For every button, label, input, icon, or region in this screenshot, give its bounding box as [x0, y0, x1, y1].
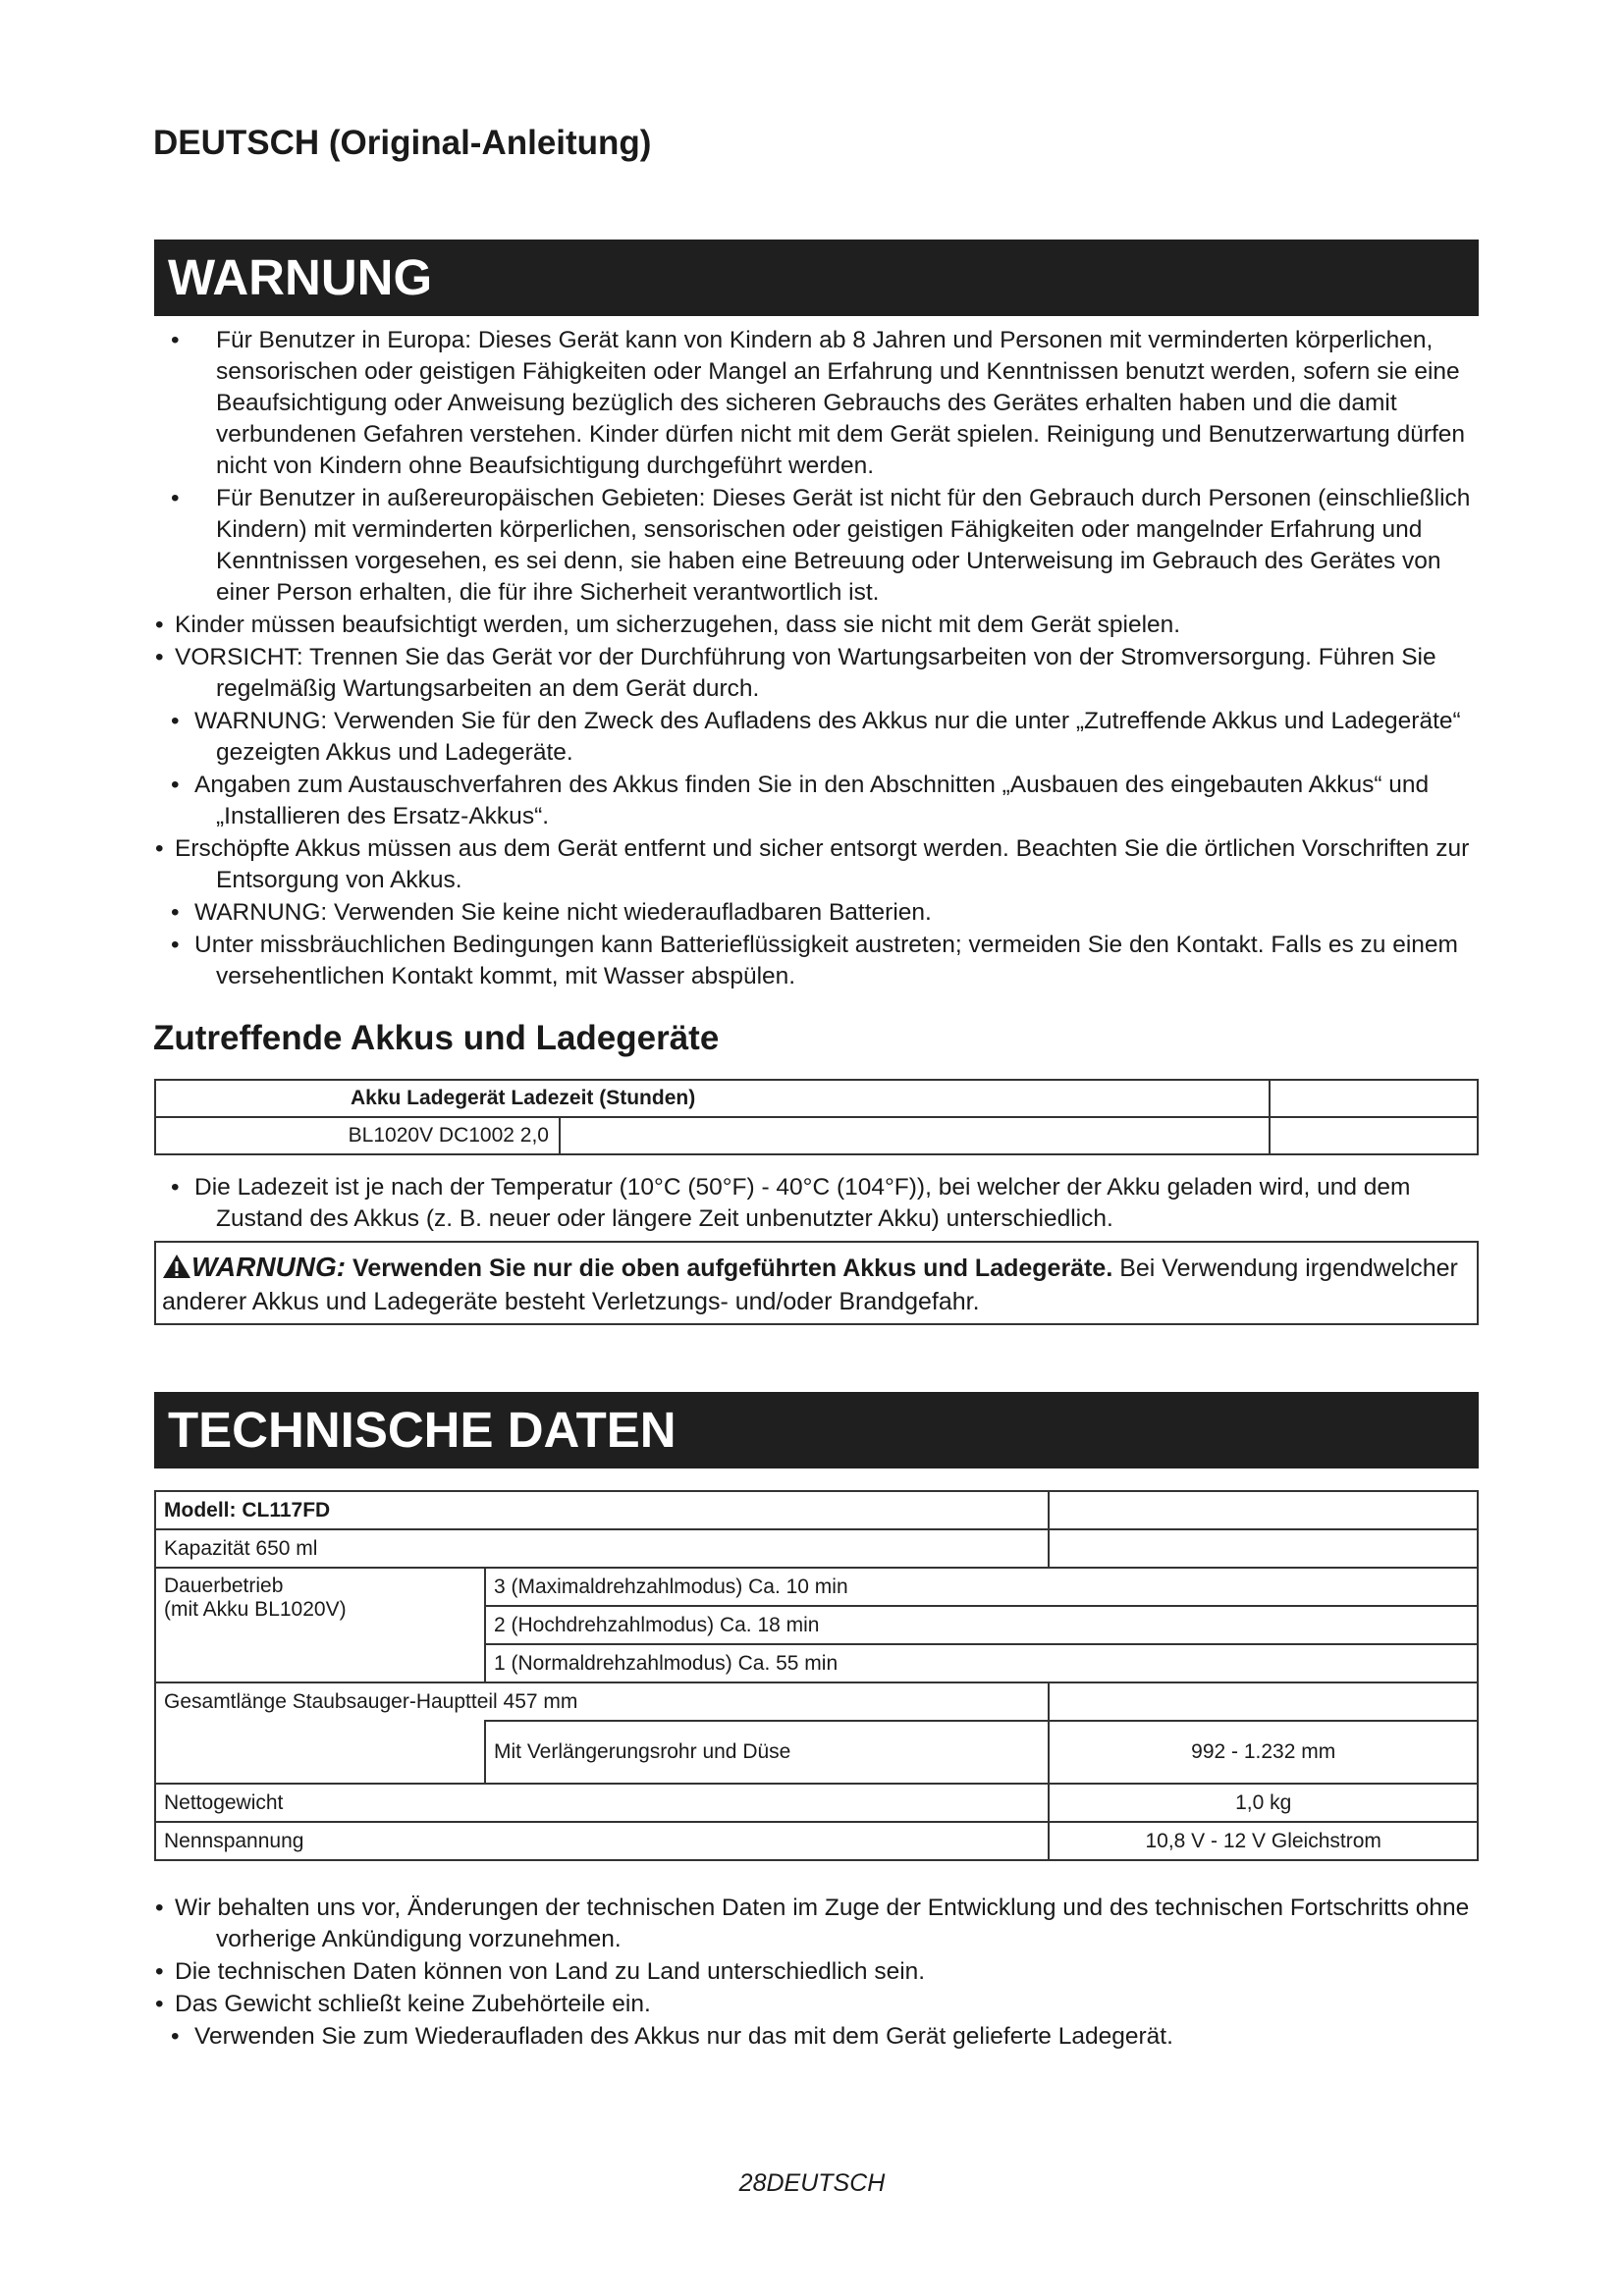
spec-tube-label-cell: Mit Verlängerungsrohr und Düse: [485, 1721, 1049, 1784]
table-cell: [155, 1117, 1270, 1154]
technische-daten-banner: TECHNISCHE DATEN: [154, 1392, 1479, 1468]
table-row: [155, 1117, 1478, 1154]
spec-weight-value-cell: 1,0 kg: [1049, 1784, 1478, 1822]
table-row: [155, 1529, 1478, 1568]
spec-voltage-value-cell: 10,8 V - 12 V Gleichstrom: [1049, 1822, 1478, 1860]
warning-box: [154, 1241, 1479, 1325]
table-cell: [1270, 1117, 1478, 1154]
akkus-heading: Zutreffende Akkus und Ladegeräte: [153, 1019, 720, 1057]
list-item: • VORSICHT: Trennen Sie das Gerät vor der Durchführung von Wartungsarbeiten von der Stromversorgung. Führen Sie regelmäßig Wartungsarbeiten an dem Gerät durch.: [155, 644, 1436, 702]
table-row: [155, 1568, 1478, 1606]
list-item: • Das Gewicht schließt keine Zubehörteile ein.: [155, 1991, 651, 2017]
list-item: • Für Benutzer in Europa: Dieses Gerät kann von Kindern ab 8 Jahren und Personen mit verminderten körperlichen, sensorischen oder geistigen Fähigkeiten oder Mangel an Erfahrung und Kenntnissen benutzt werden, sofern sie eine Beaufsichtigung oder Anweisung bezüglich des sicheren Gebrauchs des Gerätes erhalten haben und die damit verbundenen Gefahren verstehen. Kinder dürfen nicht mit dem Gerät spielen. Reinigung und Benutzerwartung dürfen nicht von Kindern ohne Beaufsichtigung durchgeführt werden.: [171, 327, 1466, 479]
table-cell: [1049, 1529, 1478, 1568]
spec-tube-value-cell: 992 - 1.232 mm: [1049, 1721, 1478, 1784]
spec-weight-label-cell: Nettogewicht: [155, 1784, 1049, 1822]
page-footer: 28DEUTSCH: [738, 2169, 886, 2197]
warning-bold-text: Verwenden Sie nur die oben aufgeführten Akkus und Ladegeräte.: [352, 1255, 1113, 1282]
table-cell: BL1020V DC1002 2,0: [156, 1118, 561, 1153]
list-item: • Unter missbräuchlichen Bedingungen kann Batterieflüssigkeit austreten; vermeiden Sie den Kontakt. Falls es zu einem versehentlichen Kontakt kommt, mit Wasser abspülen.: [171, 932, 1458, 989]
spec-voltage-label-cell: Nennspannung: [155, 1822, 1049, 1860]
list-item: • Wir behalten uns vor, Änderungen der technischen Daten im Zuge der Entwicklung und des technischen Fortschritts ohne vorherige Ankündigung vorzunehmen.: [155, 1895, 1470, 1952]
table-cell: [1049, 1682, 1478, 1721]
list-item: • WARNUNG: Verwenden Sie für den Zweck des Aufladens des Akkus nur die unter „Zutreffende Akkus und Ladegeräte“ gezeigten Akkus und Ladegeräte.: [171, 708, 1461, 766]
table-header-cell: Akku Ladegerät Ladezeit (Stunden): [155, 1080, 1270, 1117]
spec-length-cell: Gesamtlänge Staubsauger-Hauptteil 457 mm: [155, 1682, 1049, 1721]
spec-model-cell: Modell: CL117FD: [155, 1491, 1049, 1529]
list-item: • WARNUNG: Verwenden Sie keine nicht wiederaufladbaren Batterien.: [171, 899, 932, 926]
warning-triangle-icon: [162, 1254, 191, 1279]
spec-notes-list: [153, 1893, 1479, 2053]
list-item: • Die Ladezeit ist je nach der Temperatur (10°C (50°F) - 40°C (104°F)), bei welcher der Akku geladen wird, und dem Zustand des Akkus (z. B. neuer oder längere Zeit unbenutzter Akku) unterschiedlich.: [171, 1174, 1411, 1232]
spec-runtime-label-cell: Dauerbetrieb (mit Akku BL1020V): [155, 1568, 485, 1682]
list-item: • Die technischen Daten können von Land zu Land unterschiedlich sein.: [155, 1958, 926, 1985]
warnung-banner: WARNUNG: [154, 240, 1479, 316]
table-row: [155, 1080, 1478, 1117]
warnung-list: [153, 325, 1479, 992]
list-item: • Erschöpfte Akkus müssen aus dem Gerät entfernt und sicher entsorgt werden. Beachten Sie die örtlichen Vorschriften zur Entsorgung von Akkus.: [155, 835, 1470, 893]
list-item: • Für Benutzer in außereuropäischen Gebieten: Dieses Gerät ist nicht für den Gebrauch durch Personen (einschließlich Kindern) mit verminderten körperlichen, sensorischen oder geistigen Fähigkeiten oder mangelnder Erfahrung und Kenntnissen vorgesehen, es sei denn, sie haben eine Betreuung oder Unterweisung im Gebrauch des Gerätes von einer Person erhalten, die für ihre Sicherheit verantwortlich ist.: [171, 485, 1471, 606]
spec-table: [154, 1490, 1479, 1861]
warning-text: Bei Verwendung irgendwelcher anderer Akkus und Ladegeräte besteht Verletzungs- und/oder Brandgefahr.: [162, 1255, 1458, 1315]
table-cell: [1049, 1491, 1478, 1529]
table-row: [155, 1784, 1478, 1822]
spec-capacity-cell: Kapazität 650 ml: [155, 1529, 1049, 1568]
akku-table: [154, 1079, 1479, 1155]
list-item: • Kinder müssen beaufsichtigt werden, um sicherzugehen, dass sie nicht mit dem Gerät spielen.: [155, 612, 1181, 638]
spec-mode1-cell: 1 (Normaldrehzahlmodus) Ca. 55 min: [485, 1644, 1478, 1682]
table-cell: [1270, 1080, 1478, 1117]
table-row: [155, 1682, 1478, 1721]
spec-mode2-cell: 2 (Hochdrehzahlmodus) Ca. 18 min: [485, 1606, 1478, 1644]
table-cell: [155, 1721, 485, 1784]
table-row: [155, 1491, 1478, 1529]
list-item: • Verwenden Sie zum Wiederaufladen des Akkus nur das mit dem Gerät gelieferte Ladegerät.: [171, 2023, 1173, 2050]
list-item: • Angaben zum Austauschverfahren des Akkus finden Sie in den Abschnitten „Ausbauen des eingebauten Akkus“ und „Installieren des Ersatz-Akkus“.: [171, 772, 1430, 829]
table-row: [155, 1822, 1478, 1860]
akkus-note-list: [153, 1172, 1479, 1235]
table-row: [155, 1721, 1478, 1784]
spec-mode3-cell: 3 (Maximaldrehzahlmodus) Ca. 10 min: [485, 1568, 1478, 1606]
page-title: DEUTSCH (Original-Anleitung): [153, 124, 652, 162]
warning-label: WARNUNG:: [191, 1252, 347, 1282]
